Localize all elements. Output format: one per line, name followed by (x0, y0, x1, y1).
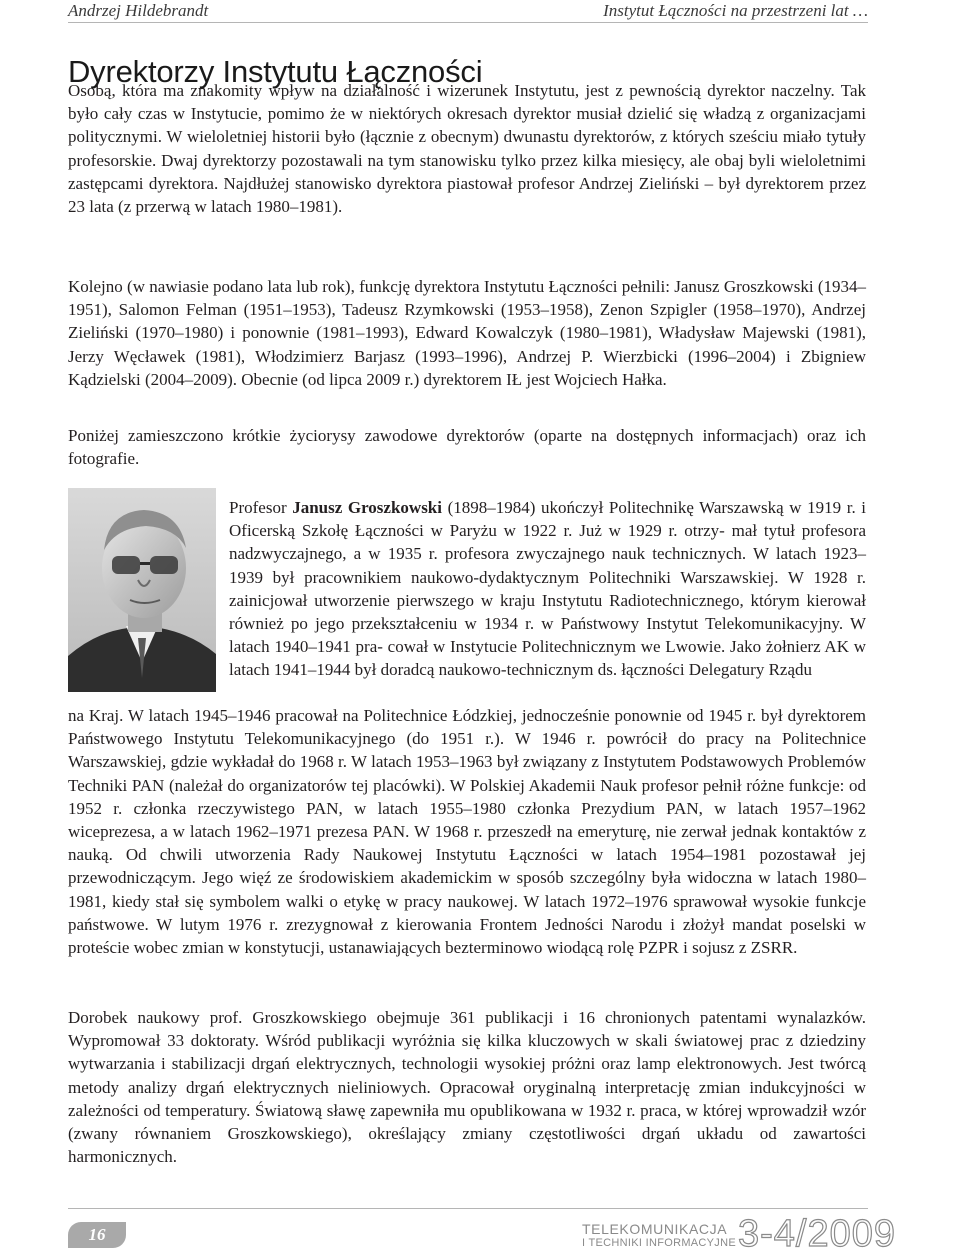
running-header-author: Andrzej Hildebrandt (68, 1, 209, 20)
page-number-badge (68, 1222, 126, 1248)
journal-name-line1: TELEKOMUNIKACJA (582, 1221, 728, 1237)
bio-line: Instytutu Radiotechnicznego, którym kierował również po jego przekształceniu (229, 590, 867, 634)
bio-line: cował w Instytucie Politechnicznym we Lwowie. Jako żołnierz AK w latach (229, 637, 866, 680)
bio-line: 1941–1944 był doradcą naukowo-technicznym ds. łączności Delegatury Rządu (273, 660, 813, 680)
footer-rule (68, 1208, 868, 1209)
journal-name-line2: I TECHNIKI INFORMACYJNE (582, 1237, 736, 1249)
bio-line: (1898–1984) ukończył Politechnikę Warszawską (442, 498, 784, 517)
journal-brand (582, 1222, 736, 1250)
bio-wrapped-text (229, 496, 866, 682)
bio-name: Janusz Groszkowski (292, 498, 442, 517)
bio-line: technicznych. W latach 1923–1939 był pracownikiem naukowo-dydaktycznym (229, 544, 867, 587)
bio-line: mał tytuł profesora nadzwyczajnego, a w 1935 r. profesora zwyczajnego nauk (229, 521, 866, 564)
bio-line: Politechniki Warszawskiej. W 1928 r. zainicjował utworzenie pierwszego w kraju (229, 567, 866, 610)
bio-continuation: na Kraj. W latach 1945–1946 pracował na Politechnice Łódzkiej, jednocześnie ponownie od 1945 r. był dyrektorem Państwowego Instytutu Telekomunikacyjnego (do 1951 r.). W 1946 r. powrócił do pracy na Politechnice Warszawskiej, gdzie wykładał do 1968 r. W latach 1953–1963 był związany z Instytutem Podstawowych Problemów Techniki PAN (należał do organizatorów tej placówki). W Polskiej Akademii Nauk profesor pełnił różne funkcje: od 1952 r. członka rzeczywistego PAN, w latach 1955–1980 członka Prezydium PAN, w latach 1957–1962 wiceprezesa, a w latach 1962–1971 prezesa PAN. W 1968 r. przeszedł na emeryturę, nie zerwał jednak kontaktów z nauką. Od chwili utworzenia Rady Naukowej Instytutu Łączności w latach 1954–1981 pozostawał jej przewodniczącym. Jego więź ze środowiskiem akademickim w sposób szczególny była widoczna w latach 1980–1981, kiedy stał się symbolem walki o etykę w pracy naukowej. W latach 1972–1976 sprawował wysokie funkcje państwowe. W lutym 1976 r. zrezygnował z kierowania Frontem Jedności Narodu i złożył mandat poselski w proteście wobec zmian w konstytucji, ustanawiających bezterminowo wiodącą rolę PZPR i sojusz z ZSRR. (68, 706, 866, 958)
bio-line: w 1919 r. i Oficerską Szkołę Łączności w Paryżu w 1922 r. Już w 1929 r. otrzy- (229, 498, 867, 541)
intro-paragraph: Osobą, która ma znakomity wpływ na działalność i wizerunek Instytutu, jest z pewnością dyrektor naczelny. Tak było cały czas w Instytucie, pomimo że w niektórych okresach dyrektor musiał dzielić się władzą z organizacjami politycznymi. W wieloletniej historii było (łącznie z obecnym) dwunastu dyrektorów, z których sześciu miało tytuły profesorskie. Dwaj dyrektorzy pozostawali na tym stanowisku tylko przez kilka miesięcy, ale obaj byli wieloletnimi zastępcami dyrektora. Najdłużej stanowisko dyrektora piastował profesor Andrzej Zieliński – był dyrektorem przez 23 lata (z przerwą w latach 1980–1981). (68, 81, 866, 217)
running-header-title: Instytut Łączności na przestrzeni lat … (603, 1, 868, 20)
directors-list-paragraph: Kolejno (w nawiasie podano lata lub rok), funkcję dyrektora Instytutu Łączności pełnili: Janusz Groszkowski (1934–1951), Salomon Felman (1951–1953), Tadeusz Rzymkowski (1953–1958), Zenon Szpigler (1958–1970), Andrzej Zieliński (1970–1980) i ponownie (1981–1993), Edward Kowalczyk (1980–1981), Władysław Majewski (1981), Jerzy Węcławek (1981), Włodzimierz Barjasz (1993–1996), Andrzej P. Wierzbicki (1996–2004) i Zbigniew Kądzielski (2004–2009). Obecnie (od lipca 2009 r.) dyrektorem IŁ jest Wojciech Hałka. (68, 277, 866, 389)
bio-achievements: Dorobek naukowy prof. Groszkowskiego obejmuje 361 publikacji i 16 chronionych patentami wynalazków. Wypromował 33 doktoraty. Wśród publikacji wyróżnia się kilka kluczowych w skali światowej prac z dziedziny wytwarzania i stabilizacji drgań elektrycznych, technologii wysokiej próżni oraz lamp elektronowych. Jest twórcą metody analizy drgań elektrycznych nieliniowych. Opracował oryginalną interpretację zmian indukcyjności w zależności od temperatury. Światową sławę zapewniła mu opublikowana w 1932 r. praca, w której wprowadził wzór (zwany równaniem Groszkowskiego), określający zmiany częstotliwości drgań układu od zawartości harmonicznych. (68, 1008, 866, 1167)
section-title: Dyrektorzy Instytutu Łączności (68, 54, 483, 89)
page-number: 16 (88, 1225, 106, 1244)
bio-line: w 1934 r. w Państwowy Instytut Telekomunikacyjny. W latach 1940–1941 pra- (229, 614, 866, 657)
header-rule (68, 22, 868, 23)
bio-prefix: Profesor (229, 498, 293, 517)
portrait-photo (68, 488, 216, 692)
portrait-illustration (68, 488, 216, 692)
journal-issue: 3-4/2009 (738, 1213, 897, 1255)
bios-intro-paragraph: Poniżej zamieszczono krótkie życiorysy zawodowe dyrektorów (oparte na dostępnych informacjach) oraz ich fotografie. (68, 426, 866, 469)
